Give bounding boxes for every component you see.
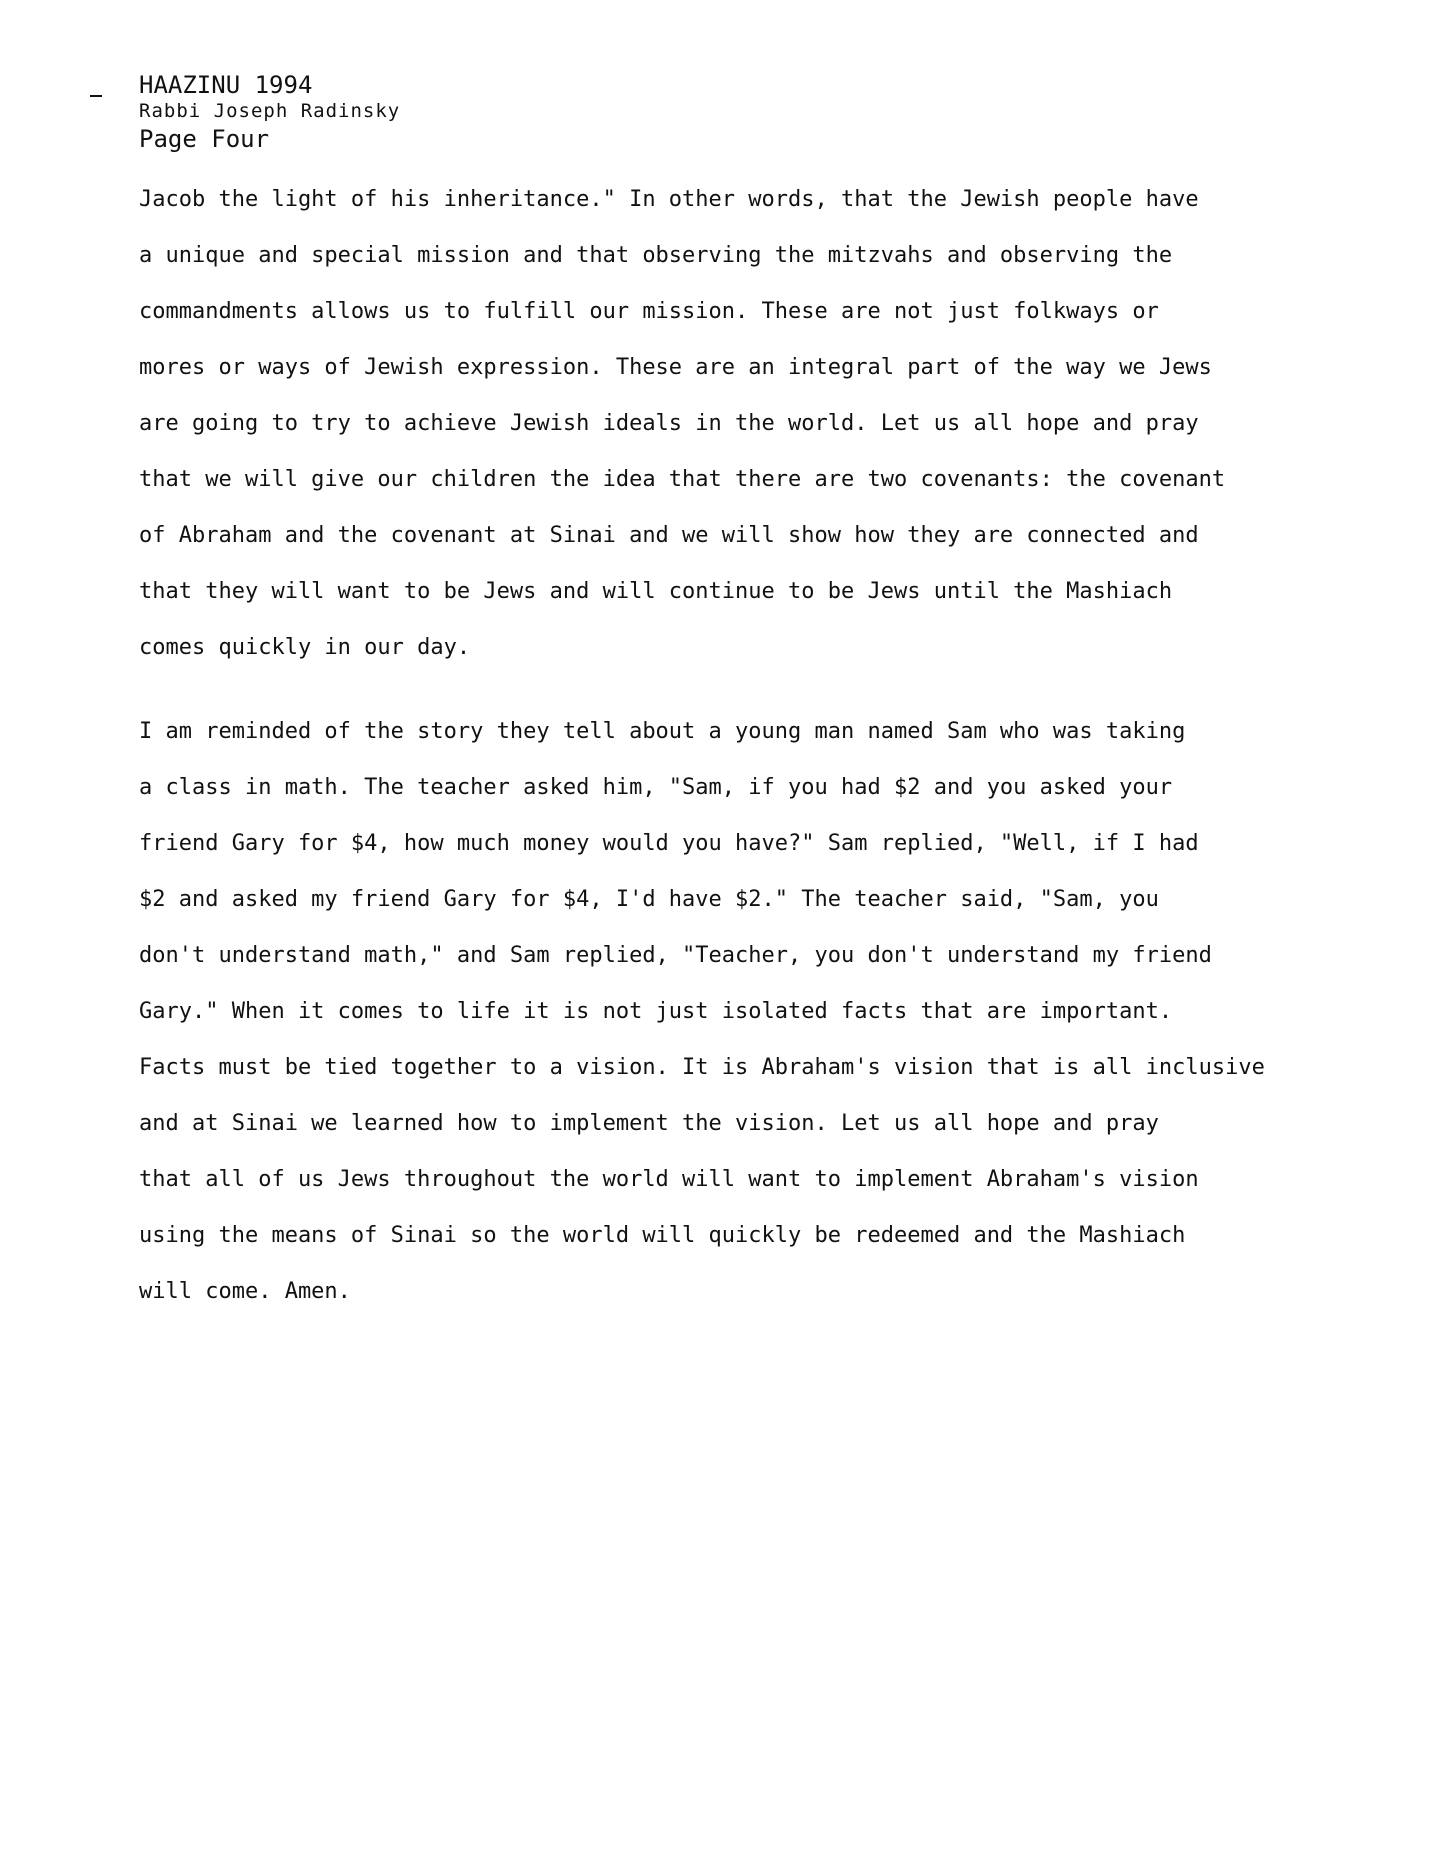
text-line: using the means of Sinai so the world will quickly be redeemed and the Mashiach: [139, 1223, 1186, 1248]
text-line: are going to try to achieve Jewish ideals in the world. Let us all hope and pray: [139, 411, 1199, 436]
text-line: Jacob the light of his inheritance." In other words, that the Jewish people have: [139, 187, 1199, 212]
text-line: a unique and special mission and that observing the mitzvahs and observing the: [139, 243, 1173, 268]
paragraph-2: [139, 704, 1265, 1320]
document-author: Rabbi Joseph Radinsky: [139, 100, 401, 122]
text-line: that they will want to be Jews and will continue to be Jews until the Mashiach: [139, 579, 1173, 604]
text-line: don't understand math," and Sam replied, "Teacher, you don't understand my friend: [139, 943, 1212, 968]
page-label: Page Four: [139, 124, 270, 153]
margin-mark: [90, 95, 102, 97]
text-line: friend Gary for $4, how much money would you have?" Sam replied, "Well, if I had: [139, 831, 1199, 856]
text-line: comes quickly in our day.: [139, 635, 471, 660]
document-header: [139, 70, 400, 154]
document-title: HAAZINU 1994: [139, 71, 313, 99]
text-line: Gary." When it comes to life it is not just isolated facts that are important.: [139, 999, 1173, 1024]
text-line: mores or ways of Jewish expression. These are an integral part of the way we Jews: [139, 355, 1212, 380]
text-line: and at Sinai we learned how to implement the vision. Let us all hope and pray: [139, 1111, 1159, 1136]
text-line: Facts must be tied together to a vision. It is Abraham's vision that is all inclusive: [139, 1055, 1265, 1080]
text-line: commandments allows us to fulfill our mission. These are not just folkways or: [139, 299, 1159, 324]
text-line: will come. Amen.: [139, 1279, 351, 1304]
text-line: a class in math. The teacher asked him, "Sam, if you had $2 and you asked your: [139, 775, 1173, 800]
text-line: that all of us Jews throughout the world will want to implement Abraham's vision: [139, 1167, 1199, 1192]
text-line: that we will give our children the idea that there are two covenants: the covenant: [139, 467, 1226, 492]
text-line: $2 and asked my friend Gary for $4, I'd have $2." The teacher said, "Sam, you: [139, 887, 1159, 912]
paragraph-1: [139, 172, 1225, 676]
text-line: of Abraham and the covenant at Sinai and we will show how they are connected and: [139, 523, 1199, 548]
text-line: I am reminded of the story they tell about a young man named Sam who was taking: [139, 719, 1186, 744]
